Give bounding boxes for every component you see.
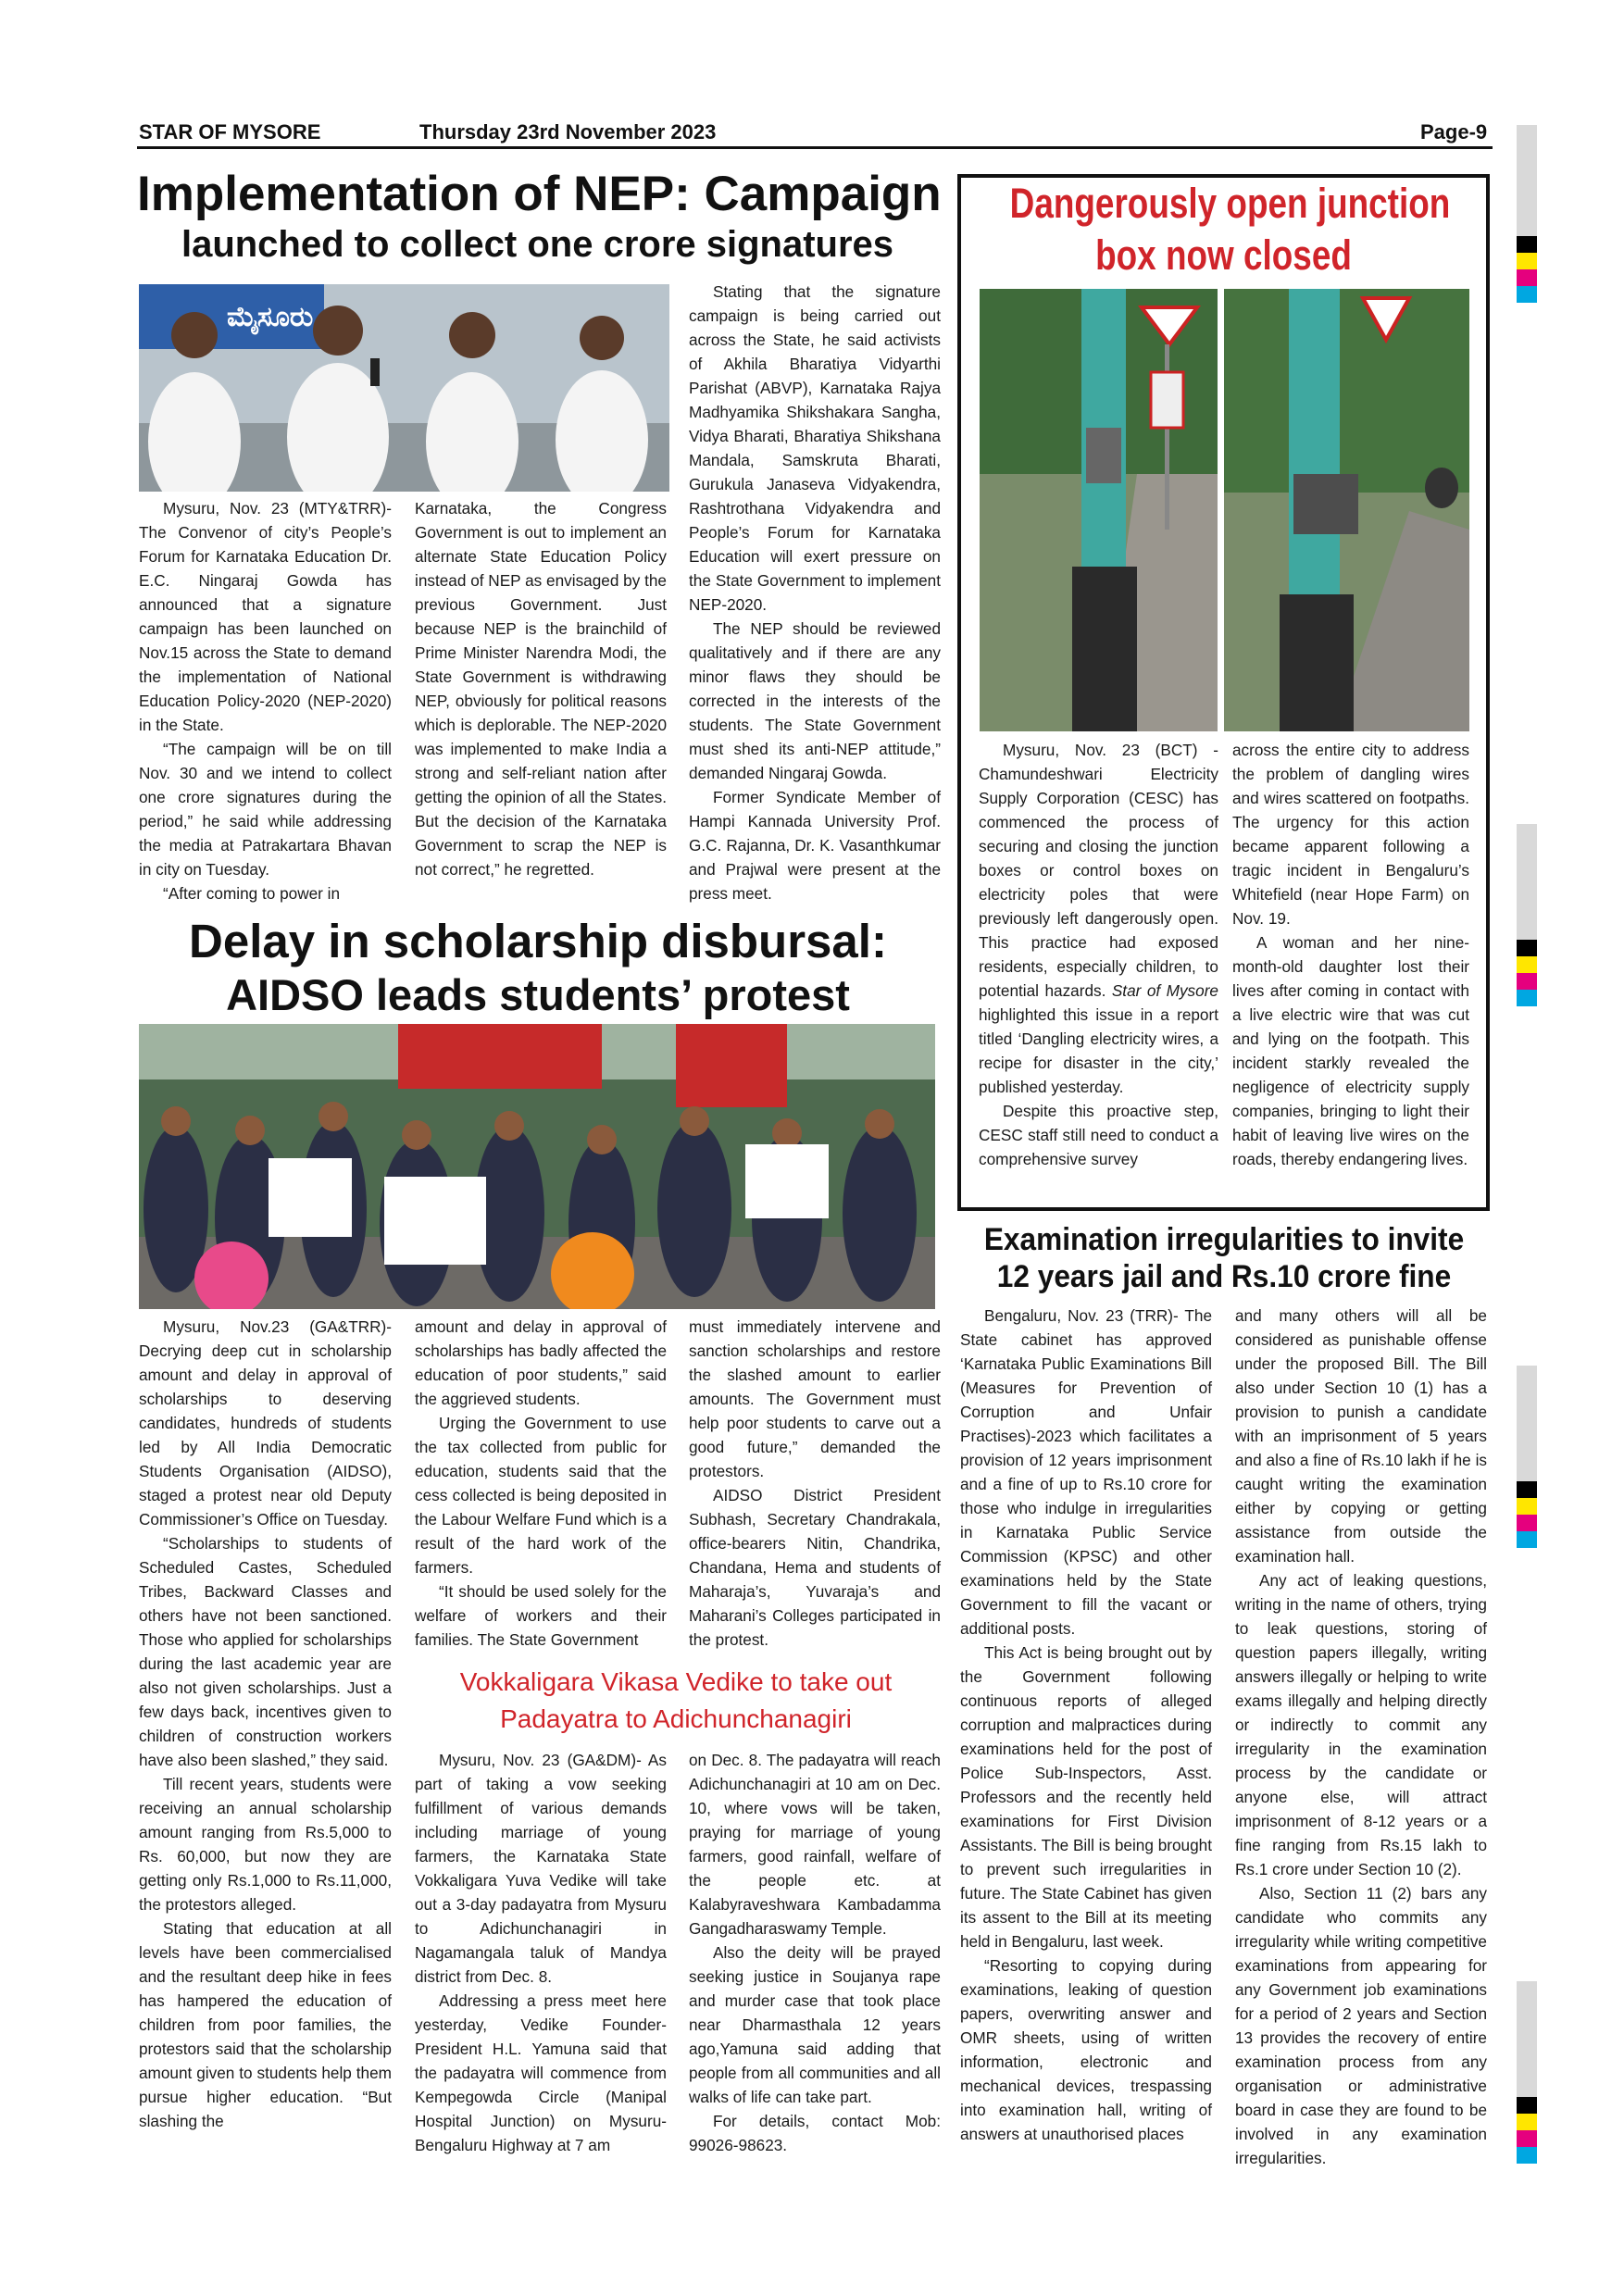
header-rule — [137, 146, 1493, 149]
svg-text:ಮೈಸೂರು: ಮೈಸೂರು — [227, 301, 314, 333]
exam-col1-para2: This Act is being brought out by the Government following continuous reports of alleged corruption and malpractices during examinations held for the post of Police Sub-Inspectors, Asst. Professors and the recently held examinations for First Division Assistants. The Bill is being brought to prevent such irregularities in future. The State Cabinet has given its assent to the Bill at its meeting held in Bengaluru, last week. — [960, 1643, 1212, 1951]
junction-col1-para2: Despite this proactive step, CESC staff still need to conduct a comprehensive survey — [979, 1102, 1218, 1168]
page-number: Page-9 — [1420, 120, 1488, 144]
aidso-col1-para4: Stating that education at all levels have been commercialised and the resultant deep hike in fees has hampered the education of children from poor families, the protestors said that the scholarship amount given to students help them pursue higher education. “But slashing the — [139, 1919, 392, 2130]
aidso-col1-para2: “Scholarships to students of Scheduled Castes, Scheduled Tribes, Backward Classes and others have not been sanctioned. Those who applied for scholarships during the last academic year are also not given scholarships. Just a few days back, incentives given to children of construction workers have also been slashed,” they said. — [139, 1534, 392, 1769]
junction-headline-line2: box now closed — [1095, 231, 1352, 279]
exam-col2-para1: and many others will all be considered as punishable offense under the proposed Bill. The Bill also under Section 10 (1) has a provision to punish a candidate with an imprisonment of 5 years and also a fine of Rs.10 lakh if he is caught writing the examination either by copying or getting assistance from outside the examination hall. — [1235, 1306, 1487, 1566]
vokkaligara-col2-para1: on Dec. 8. The padayatra will reach Adichunchanagiri at 10 am on Dec. 10, where vows will be taken, praying for marriage of young farmers, good rainfall, welfare of the people etc. at Kalabyraveshwara Kambadamma Gangadharaswamy Temple. — [689, 1751, 941, 1938]
exam-column-2 — [1235, 1304, 1487, 2170]
junction-col1-para1-em: Star of Mysore — [1111, 981, 1218, 1000]
nep-headline-line1: Implementation of NEP: Campaign — [137, 167, 942, 221]
cmyk-registration-marks-1 — [1517, 236, 1537, 303]
nep-headline-line2: launched to collect one crore signatures — [181, 224, 894, 265]
vokkaligara-col2-para2: Also the deity will be prayed seeking justice in Soujanya rape and murder case that took place near Dharmasthala 12 years ago,Yamuna said adding that people from all communities and all walks of life can take part. — [689, 1943, 941, 2106]
open-junction-box-photo-icon — [980, 289, 1218, 731]
aidso-headline-line2: AIDSO leads students’ protest — [226, 970, 850, 1019]
vokkaligara-headline-line1: Vokkaligara Vikasa Vedike to take out — [459, 1667, 893, 1696]
aidso-column-2 — [415, 1315, 667, 1652]
aidso-headline-line1: Delay in scholarship disbursal: — [189, 915, 887, 967]
nep-column-3 — [689, 280, 941, 905]
margin-grey-bar-bottom — [1517, 1981, 1537, 2097]
aidso-column-3 — [689, 1315, 941, 1652]
vokkaligara-headline-line2: Padayatra to Adichunchanagiri — [500, 1704, 852, 1733]
press-meet-photo-icon — [139, 284, 669, 492]
closed-junction-box-photo-icon — [1224, 289, 1469, 731]
aidso-col1-para1: Mysuru, Nov.23 (GA&TRR)- Decrying deep cut in scholarship amount and delay in approval of scholarships to deserving candidates, hundreds of students led by All India Democratic Students Organisation (AIDSO), staged a protest near old Deputy Commissioner’s Office on Tuesday. — [139, 1317, 392, 1529]
vokkaligara-column-1 — [415, 1748, 667, 2157]
nep-col3-para1: Stating that the signature campaign is being carried out across the State, he said activists of Akhila Bharatiya Vidyarthi Parishat (ABVP), Karnataka Rajya Madhyamika Shikshakara Sangha, Vidya Bharati, Bharatiya Shikshana Mandala, Samskruta Bharati, Gurukula Janaseva Vidyakendra, Rashtrothana Vidyakendra and People’s Forum for Karnataka Education will exert pressure on the State Government to implement NEP-2020. — [689, 282, 941, 614]
aidso-col3-para1: must immediately intervene and sanction scholarships and restore the slashed amount to earlier amounts. The Government must help poor students to carve out a good future,” demanded the protestors. — [689, 1317, 941, 1480]
junction-column-2 — [1232, 738, 1469, 1171]
aidso-col2-para3: “It should be used solely for the welfare of workers and their families. The State Government — [415, 1582, 667, 1649]
vokkaligara-column-2 — [689, 1748, 941, 2157]
nep-press-meet-photo — [139, 284, 669, 492]
nep-col3-para2: The NEP should be reviewed qualitatively and if there are any minor flaws they should be corrected in the interests of the students. The State Government must shed its anti-NEP attitude,” demanded Ningaraj Gowda. — [689, 619, 941, 782]
masthead-paper-name: STAR OF MYSORE — [139, 120, 321, 144]
nep-col2-para1: Karnataka, the Congress Government is out to implement an alternate State Education Policy instead of NEP as envisaged by the previous Government. Just because NEP is the brainchild of Prime Minister Narendra Modi, the State Government is withdrawing NEP, obviously for political reasons which is deplorable. The NEP-2020 was implemented to make India a strong and self-reliant nation after getting the opinion of all the States. But the decision of the Karnataka Government to scrap the NEP is not correct,” he regretted. — [415, 499, 667, 879]
cmyk-registration-marks-3 — [1517, 1481, 1537, 1548]
nep-col1-para1: Mysuru, Nov. 23 (MTY&TRR)- The Convenor of city’s People’s Forum for Karnataka Education Dr. E.C. Ningaraj Gowda has announced that a signature campaign has been launched on Nov.15 across the State to demand the implementation of National Education Policy-2020 (NEP-2020) in the State. — [139, 499, 392, 734]
exam-col1-para3: “Resorting to copying during examinations, leaking of question papers, overwriting answer and OMR sheets, using of written information, electronic and mechanical devices, trespassing into examination hall, writing of answers at unauthorised places — [960, 1956, 1212, 2143]
exam-col2-para3: Also, Section 11 (2) bars any candidate who commits any irregularity while writing competitive examinations from appearing for any Government job examinations for a period of 2 years and Section 13 provides the recovery of entire examination process from any organisation or administrative board in case they are found to be involved in any examination irregularities. — [1235, 1884, 1487, 2167]
cmyk-registration-marks-2 — [1517, 940, 1537, 1006]
nep-col1-para2: “The campaign will be on till Nov. 30 and we intend to collect one crore signatures during the period,” he said while addressing the media at Patrakartara Bhavan in city on Tuesday. — [139, 740, 392, 879]
vokkaligara-col1-para1: Mysuru, Nov. 23 (GA&DM)- As part of taking a vow seeking fulfillment of various demands including marriage of young farmers, the Karnataka State Vokkaligara Yuva Vedike will take out a 3-day padayatra from Mysuru to Adichunchanagiri in Nagamangala taluk of Mandya district from Dec. 8. — [415, 1751, 667, 1986]
nep-column-1 — [139, 496, 392, 905]
aidso-col1-para3: Till recent years, students were receiving an annual scholarship amount ranging from Rs.5,000 to Rs. 60,000, but now they are getting only Rs.1,000 to Rs.11,000, the protestors alleged. — [139, 1775, 392, 1914]
margin-grey-bar-mid1 — [1517, 824, 1537, 940]
aidso-col2-para1: amount and delay in approval of scholarships has badly affected the education of poor students,” said the aggrieved students. — [415, 1317, 667, 1408]
junction-column-1 — [979, 738, 1218, 1171]
exam-headline-line1: Examination irregularities to invite — [983, 1222, 1465, 1257]
exam-headline-line2: 12 years jail and Rs.10 crore fine — [996, 1259, 1452, 1294]
exam-col1-para1: Bengaluru, Nov. 23 (TRR)- The State cabinet has approved ‘Karnataka Public Examinations Bill (Measures for Prevention of Corruption and Unfair Practises)-2023 which facilitates a provision of 12 years imprisonment and a fine of up to Rs.10 crore for those who indulge in irregularities in Karnataka Public Service Commission (KPSC) and other examinations held by the State Government to fill the vacant or additional posts. — [960, 1306, 1212, 1638]
margin-grey-bar-top — [1517, 125, 1537, 236]
cmyk-registration-marks-4 — [1517, 2097, 1537, 2164]
exam-col2-para2: Any act of leaking questions, writing in the name of others, trying to leak questions, storing of question papers illegally, writing answers illegally or helping to write exams illegally and helping directly or indirectly to commit any irregularity in the examination process by the candidate or anyone else, will attract imprisonment of 8-12 years or a fine ranging from Rs.15 lakh to Rs.1 crore under Section 10 (2). — [1235, 1571, 1487, 1878]
open-junction-box-photo — [980, 289, 1218, 731]
junction-col1-para1 — [979, 738, 1218, 1099]
margin-grey-bar-mid2 — [1517, 1366, 1537, 1481]
aidso-col3-para2: AIDSO District President Subhash, Secretary Chandrakala, office-bearers Nitin, Chandrika, Chandana, Hema and students of Maharaja’s, Yuvaraja’s and Maharani’s Colleges participated in the protest. — [689, 1486, 941, 1649]
aidso-protest-photo — [139, 1024, 935, 1309]
junction-col1-para1-b: highlighted this issue in a report titled ‘Dangling electricity wires, a recipe for disaster in the city,’ published yesterday. — [979, 1005, 1218, 1096]
junction-col1-para1-a: Mysuru, Nov. 23 (BCT) - Chamundeshwari Electricity Supply Corporation (CESC) has commenced the process of securing and closing the junction boxes or control boxes on electricity poles that were previously left dangerously open. This practice had exposed residents, especially children, to potential hazards. — [979, 741, 1218, 1000]
nep-col1-para3: “After coming to power in — [163, 884, 341, 903]
aidso-col2-para2: Urging the Government to use the tax collected from public for education, students said that the cess collected is being deposited in the Labour Welfare Fund which is a result of the hard work of the farmers. — [415, 1414, 667, 1577]
vokkaligara-col1-para2: Addressing a press meet here yesterday, Vedike Founder-President H.L. Yamuna said that the padayatra will commence from Kempegowda Circle (Manipal Hospital Junction) on Mysuru-Bengaluru Highway at 7 am — [415, 1991, 667, 2154]
junction-headline-line1: Dangerously open junction — [1009, 180, 1451, 227]
nep-col3-para3: Former Syndicate Member of Hampi Kannada University Prof. G.C. Rajanna, Dr. K. Vasanthkumar and Prajwal were present at the press meet. — [689, 788, 941, 903]
junction-col2-para1: across the entire city to address the problem of dangling wires and wires scattered on footpaths. The urgency for this action became apparent following a tragic incident in Bengaluru’s Whitefield (near Hope Farm) on Nov. 19. — [1232, 741, 1469, 928]
aidso-column-1 — [139, 1315, 392, 2133]
junction-col2-para2: A woman and her nine-month-old daughter lost their lives after coming in contact with a live electric wire that was cut and lying on the footpath. This incident starkly revealed the negligence of electricity supply companies, bringing to light their habit of leaving live wires on the roads, thereby endangering lives. — [1232, 933, 1469, 1168]
masthead-date: Thursday 23rd November 2023 — [419, 120, 717, 144]
students-protest-photo-icon — [139, 1024, 935, 1309]
vokkaligara-col2-para3: For details, contact Mob: 99026-98623. — [689, 2112, 941, 2154]
closed-junction-box-photo — [1224, 289, 1469, 731]
nep-column-2 — [415, 496, 667, 881]
exam-column-1 — [960, 1304, 1212, 2146]
